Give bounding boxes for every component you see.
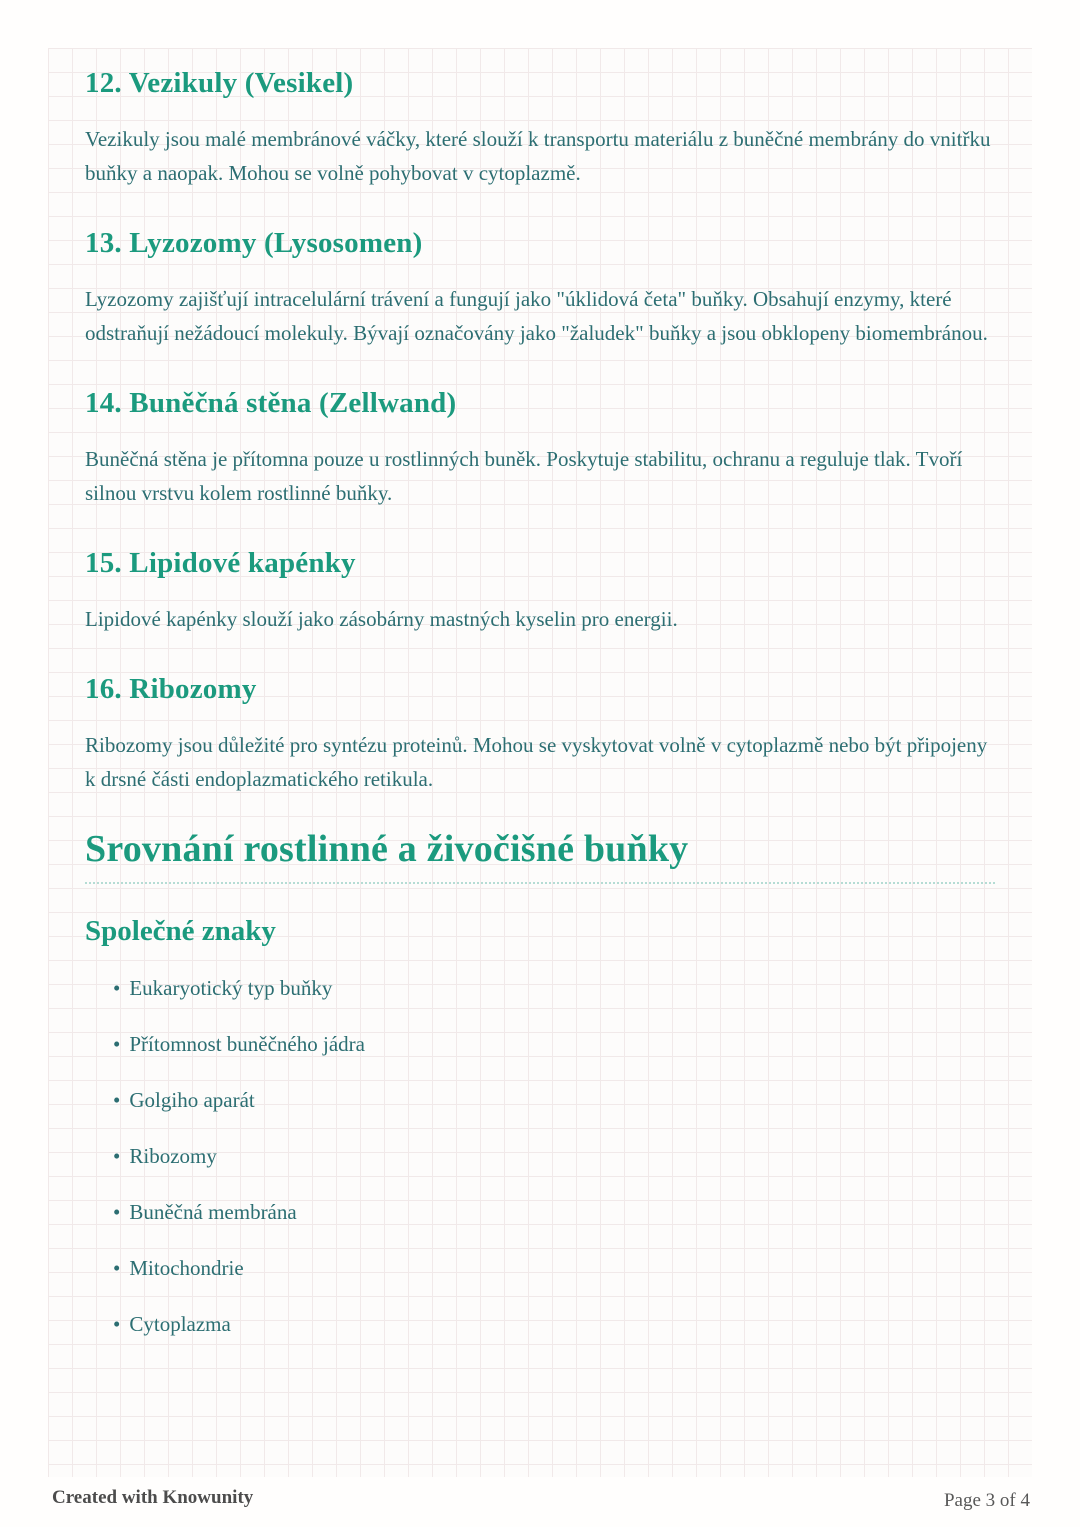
list-item [113, 1086, 995, 1114]
section-body-vezikuly: Vezikuly jsou malé membránové váčky, které slouží k transportu materiálu z buněčné membrány do vnitřku buňky a naopak. Mohou se volně pohybovat v cytoplazmě. [85, 127, 991, 185]
footer-branding: Created with Knowunity [52, 1487, 254, 1508]
list-item [113, 974, 995, 1002]
bullet-marker: • [113, 1144, 121, 1168]
section-heading-vezikuly: 12. Vezikuly (Vesikel) [85, 67, 354, 99]
section-body-ribozomy: Ribozomy jsou důležité pro syntézu proteinů. Mohou se vyskytovat volně v cytoplazmě nebo být připojeny k drsné části endoplazmatického retikula. [85, 733, 988, 791]
list-item-label: Přítomnost buněčného jádra [129, 1032, 365, 1056]
bullet-marker: • [113, 1088, 121, 1112]
list-item-label: Mitochondrie [129, 1256, 244, 1280]
comparison-title: Srovnání rostlinné a živočišné buňky [85, 826, 995, 884]
bullet-marker: • [113, 1032, 121, 1056]
section-heading-lipidove-kapenky: 15. Lipidové kapénky [85, 547, 356, 579]
section-body-bunecna-stena: Buněčná stěna je přítomna pouze u rostlinných buněk. Poskytuje stabilitu, ochranu a reguluje tlak. Tvoří silnou vrstvu kolem rostlinné buňky. [85, 447, 963, 505]
list-item [113, 1030, 995, 1058]
list-item [113, 1198, 995, 1226]
list-item-label: Ribozomy [129, 1144, 217, 1168]
section-heading-bunecna-stena: 14. Buněčná stěna (Zellwand) [85, 387, 457, 419]
footer-page-number: Page 3 of 4 [943, 1490, 1030, 1511]
bullet-marker: • [113, 1312, 121, 1336]
list-item-label: Buněčná membrána [129, 1200, 297, 1224]
list-item-label: Cytoplazma [129, 1312, 231, 1336]
list-item [113, 1142, 995, 1170]
bullet-marker: • [113, 1256, 121, 1280]
bullet-marker: • [113, 976, 121, 1000]
common-features-list [85, 974, 995, 1338]
list-item [113, 1254, 995, 1282]
list-item-label: Golgiho aparát [129, 1088, 255, 1112]
section-heading-lyzozomy: 13. Lyzozomy (Lysosomen) [85, 227, 423, 259]
section-body-lyzozomy: Lyzozomy zajišťují intracelulární trávení a fungují jako "úklidová četa" buňky. Obsahují enzymy, které odstraňují nežádoucí molekuly. Bývají označovány jako "žaludek" buňky a jsou obklopeny biomembránou. [85, 287, 988, 345]
list-item-label: Eukaryotický typ buňky [129, 976, 333, 1000]
list-item [113, 1310, 995, 1338]
comparison-subtitle: Společné znaky [85, 915, 276, 947]
section-body-lipidove-kapenky: Lipidové kapénky slouží jako zásobárny mastných kyselin pro energii. [85, 607, 678, 631]
grid-paper [48, 48, 1032, 1477]
section-heading-ribozomy: 16. Ribozomy [85, 673, 257, 705]
bullet-marker: • [113, 1200, 121, 1224]
